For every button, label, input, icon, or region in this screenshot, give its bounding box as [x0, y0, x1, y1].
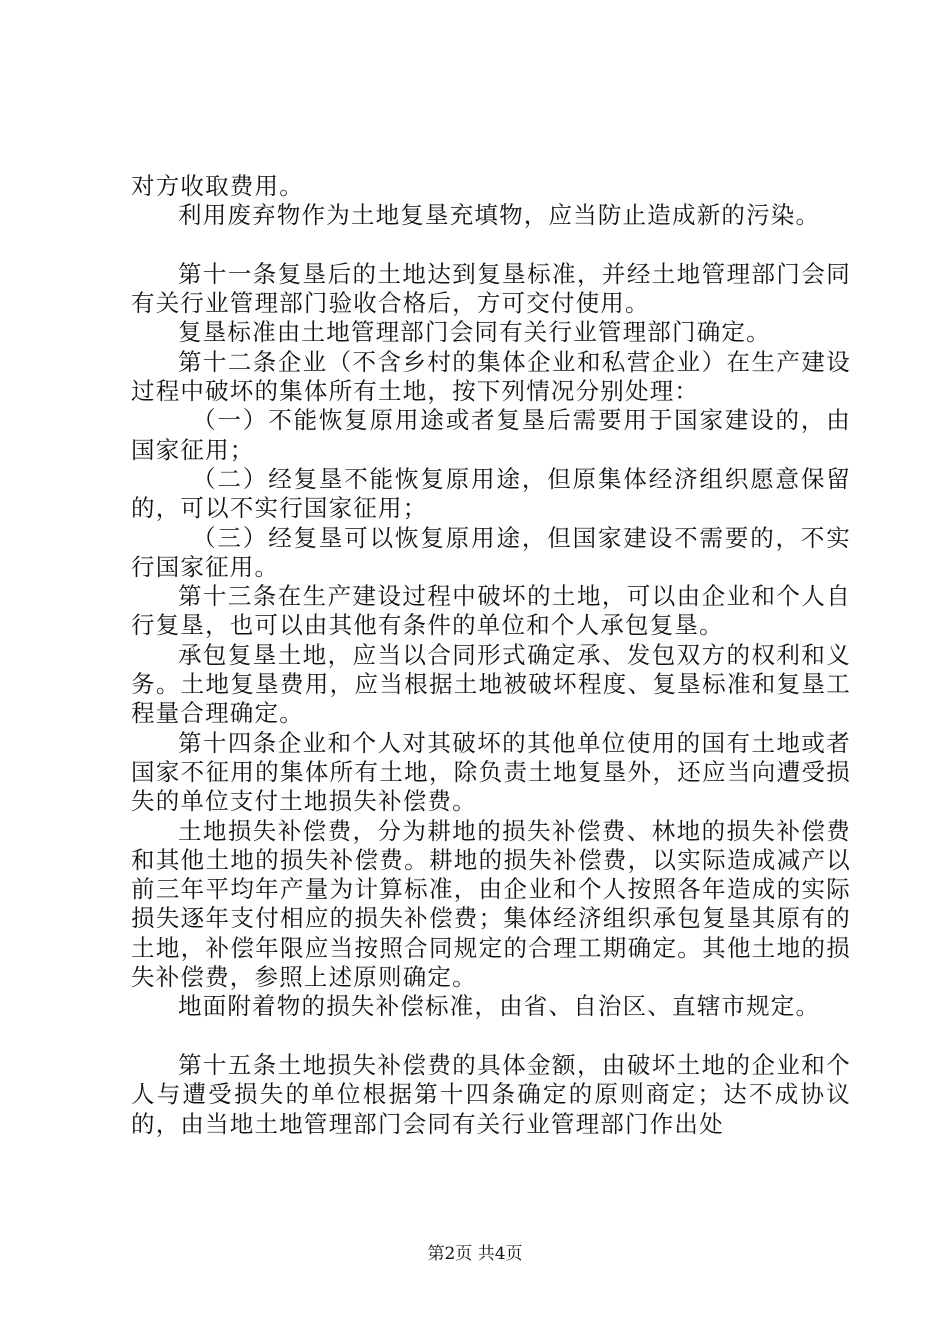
- paragraph: 第十三条在生产建设过程中破坏的土地，可以由企业和个人自行复垦，也可以由其他有条件的单位和个人承包复垦。: [131, 582, 851, 640]
- paragraph: 土地损失补偿费，分为耕地的损失补偿费、林地的损失补偿费和其他土地的损失补偿费。耕地的损失补偿费，以实际造成减产以前三年平均年产量为计算标准，由企业和个人按照各年造成的实际损失逐年支付相应的损失补偿费；集体经济组织承包复垦其原有的土地，补偿年限应当按照合同规定的合理工期确定。其他土地的损失补偿费，参照上述原则确定。: [131, 816, 851, 992]
- paragraph: 第十一条复垦后的土地达到复垦标准，并经土地管理部门会同有关行业管理部门验收合格后，方可交付使用。: [131, 259, 851, 318]
- paragraph: 利用废弃物作为土地复垦充填物，应当防止造成新的污染。: [178, 201, 821, 230]
- list-item: （一）不能恢复原用途或者复垦后需要用于国家建设的，由国家征用；: [131, 406, 851, 464]
- paragraph: 复垦标准由土地管理部门会同有关行业管理部门确定。: [178, 318, 771, 347]
- paragraph: 对方收取费用。: [131, 172, 304, 200]
- paragraph: 承包复垦土地，应当以合同形式确定承、发包双方的权利和义务。土地复垦费用，应当根据土地被破坏程度、复垦标准和复垦工程量合理确定。: [131, 640, 851, 728]
- paragraph: 第十四条企业和个人对其破坏的其他单位使用的国有土地或者国家不征用的集体所有土地，除负责土地复垦外，还应当向遭受损失的单位支付土地损失补偿费。: [131, 728, 851, 816]
- page-footer: [0, 1243, 950, 1265]
- list-item: （二）经复垦不能恢复原用途，但原集体经济组织愿意保留的，可以不实行国家征用；: [131, 464, 851, 523]
- list-item: （三）经复垦可以恢复原用途，但国家建设不需要的，不实行国家征用。: [131, 523, 851, 581]
- page-number: 第2页 共4页: [427, 1244, 523, 1264]
- paragraph: 地面附着物的损失补偿标准，由省、自治区、直辖市规定。: [178, 992, 821, 1021]
- document-body: [131, 172, 851, 1139]
- paragraph: 第十五条土地损失补偿费的具体金额，由破坏土地的企业和个人与遭受损失的单位根据第十四条确定的原则商定；达不成协议的，由当地土地管理部门会同有关行业管理部门作出处: [131, 1050, 851, 1138]
- paragraph: 第十二条企业（不含乡村的集体企业和私营企业）在生产建设过程中破坏的集体所有土地，按下列情况分别处理：: [131, 347, 851, 406]
